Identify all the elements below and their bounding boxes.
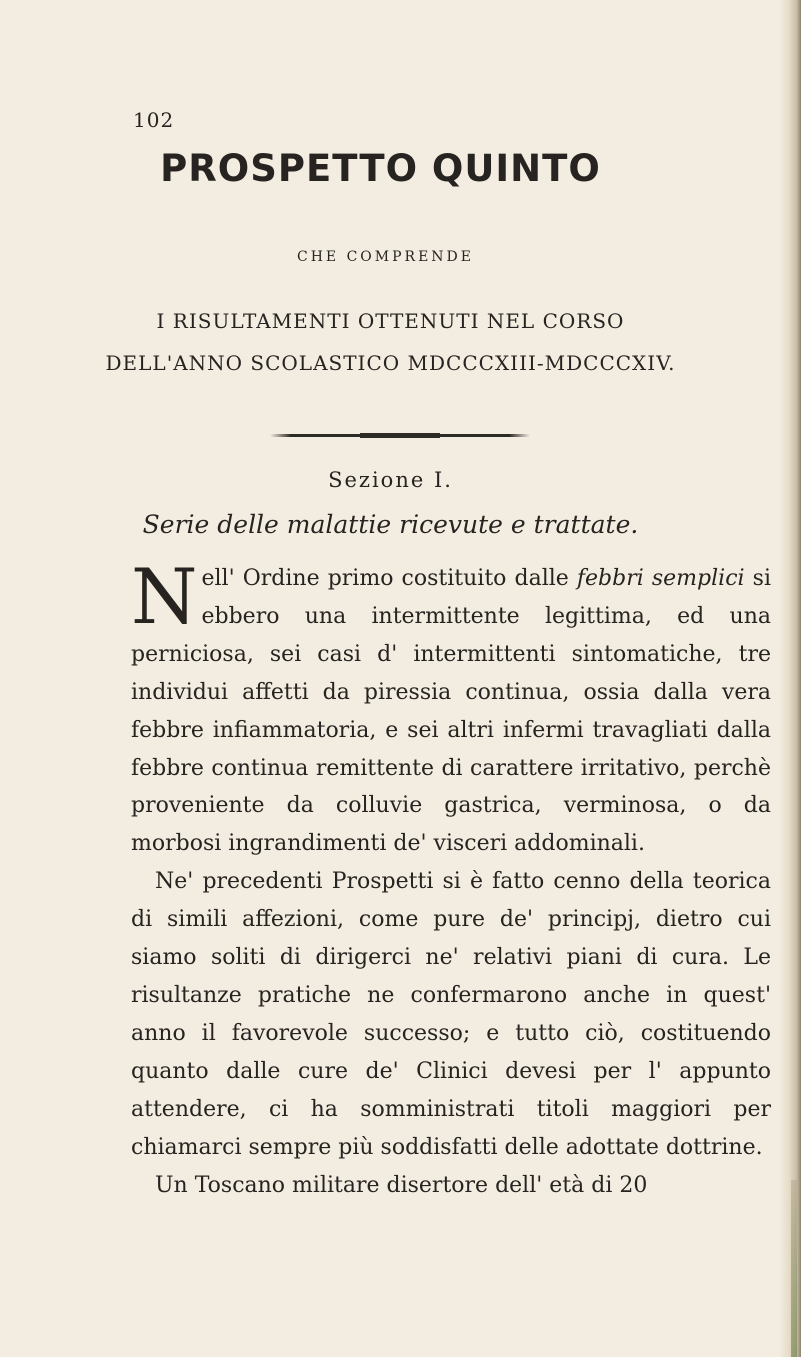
- page-edge: [779, 0, 801, 1357]
- paragraph-2: Ne' precedenti Prospetti si è fatto cenno della teorica di simili affezioni, come pure de' principj, dietro cui siamo soliti di dirigerci ne' relativi piani di cura. Le risultanze pratiche ne confermarono anche in quest' anno il favorevole successo; e tutto ciò, costituendo quanto dalle cure de' Clinici devesi per l' appunto attendere, ci ha somministrati titoli maggiori per chiamarci sempre più soddisfatti delle adottate dottrine.: [131, 869, 771, 1160]
- divider-rule: [270, 434, 530, 437]
- paragraph-1-italic: febbri semplici: [576, 566, 745, 591]
- body-text: [131, 552, 771, 1204]
- paragraph-1: [131, 552, 771, 863]
- page-edge-stain: [791, 1180, 797, 1357]
- page-number: 102: [133, 108, 175, 132]
- section-title: Serie delle malattie ricevute e trattate.: [142, 510, 639, 539]
- page-title: PROSPETTO QUINTO: [160, 147, 601, 190]
- caption-line-1: I RISULTAMENTI OTTENUTI NEL CORSO: [156, 309, 625, 333]
- section-heading: Sezione I.: [328, 468, 453, 492]
- drop-cap: N: [131, 552, 198, 641]
- caption-line-2: DELL'ANNO SCOLASTICO MDCCCXIII-MDCCCXIV.: [105, 351, 676, 375]
- che-comprende: CHE COMPRENDE: [297, 249, 474, 265]
- paragraph-3: Un Toscano militare disertore dell' età di 20: [155, 1172, 648, 1198]
- paragraph-1-part-a: ell' Ordine primo costituito dalle: [201, 566, 577, 591]
- paragraph-1-part-b: si ebbero una intermittente legittima, ed una perniciosa, sei casi d' intermittenti sintomatiche, tre individui affetti da piressia continua, ossia dalla vera febbre infiammatoria, e sei altri infermi travagliati dalla febbre continua remittente di carattere irritativo, perchè proveniente da colluvie gastrica, verminosa, o da morbosi ingrandimenti de' visceri addominali.: [131, 566, 771, 857]
